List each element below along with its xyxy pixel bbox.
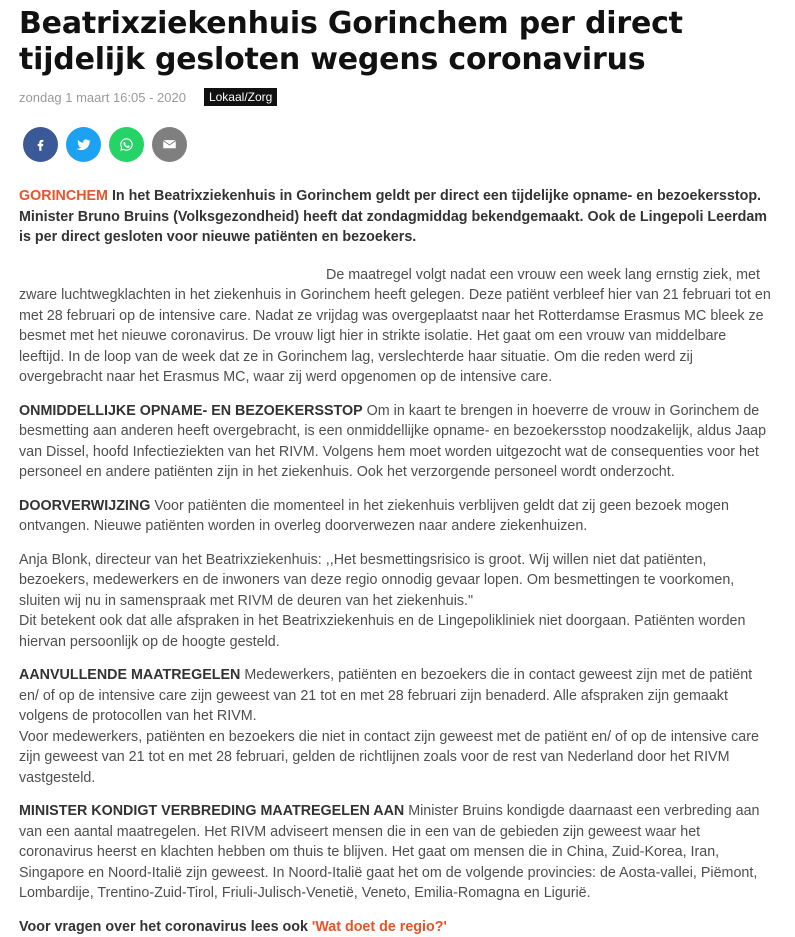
paragraph-6-text: Minister Bruins kondigde daarnaast een verbreding aan van een aantal maatregelen. Het RIVM adviseert mensen die in een van de gebieden zijn geweest waar het coronavirus heerst en klachten hebben om thuis te blijven. Het gaat om mensen die in China, Zuid-Korea, Iran, Singapore en Noord-Italië zijn geweest. In Noord-Italië gaat het om de volgende provincies: de Aosta-vallei, Piëmont, Lombardije, Trentino-Zuid-Tirol, Friuli-Julisch-Venetië, Veneto, Emilia-Romagna en Ligurië. — [19, 803, 760, 901]
share-bar — [23, 127, 771, 162]
paragraph-5b: Voor medewerkers, patiënten en bezoekers die niet in contact zijn geweest met de patiënt en/ of op de intensive care zijn geweest van 21 tot en met 28 februari, gelden de richtlijnen zoals voor de rest van Nederland door het RIVM vastgesteld. — [19, 727, 771, 789]
twitter-icon — [76, 137, 91, 152]
article-title: Beatrixziekenhuis Gorinchem per direct tijdelijk gesloten wegens coronavirus — [19, 6, 771, 78]
paragraph-5 — [19, 665, 771, 727]
paragraph-2-text: Om in kaart te brengen in hoeverre de vrouw in Gorinchem de besmetting aan anderen heeft overgebracht, is een onmiddellijke opname- en bezoekersstop noodzakelijk, aldus Jaap van Dissel, hoofd Infectieziekten van het RIVM. Volgens hem moet worden uitgezocht wat de consequenties voor het personeel en andere patiënten zijn in het ziekenhuis. Ook het verzorgende personeel wordt onderzocht. — [19, 403, 766, 481]
lead-text: In het Beatrixziekenhuis in Gorinchem geldt per direct een tijdelijke opname- en bezoekersstop. Minister Bruno Bruins (Volksgezondheid) heeft dat zondagmiddag bekendgemaakt. Ook de Lingepoli Leerdam is per direct gesloten voor nieuwe patiënten en bezoekers. — [19, 188, 767, 245]
paragraph-1: De maatregel volgt nadat een vrouw een week lang ernstig ziek, met zware luchtwegklachten in het ziekenhuis in Gorinchem heeft gelegen. Deze patiënt verbleef hier van 21 februari tot en met 28 februari op de intensive care. Nadat ze vrijdag was overgeplaatst naar het Rotterdamse Erasmus MC bleek ze besmet met het nieuwe coronavirus. De vrouw ligt hier in strikte isolatie. Het gaat om een vrouw van middelbare leeftijd. In de loop van de week dat ze in Gorinchem lag, verslechterde haar situatie. Om die reden werd zij overgebracht naar het Erasmus MC, waar zij werd opgenomen op de intensive care. — [19, 265, 771, 388]
share-email-button[interactable] — [152, 127, 187, 162]
share-facebook-button[interactable] — [23, 127, 58, 162]
quote-paragraph: Anja Blonk, directeur van het Beatrixziekenhuis: ,,Het besmettingsrisico is groot. Wij willen niet dat patiënten, bezoekers, medewerkers en de inwoners van deze regio onnodig gevaar lopen. Om besmettingen te voorkomen, sluiten wij nu in samenspraak met RIVM de deuren van het ziekenhuis." — [19, 550, 771, 612]
outro-paragraph — [19, 917, 771, 937]
paragraph-4b: Dit betekent ook dat alle afspraken in het Beatrixziekenhuis en de Lingepolikliniek niet doorgaan. Patiënten worden hiervan persoonlijk op de hoogte gesteld. — [19, 611, 771, 652]
paragraph-2 — [19, 401, 771, 483]
subheading-aanvullende-maatregelen: AANVULLENDE MAATREGELEN — [19, 667, 240, 683]
subheading-bezoekersstop: ONMIDDELLIJKE OPNAME- EN BEZOEKERSSTOP — [19, 403, 363, 419]
article-body — [19, 186, 771, 937]
subheading-minister: MINISTER KONDIGT VERBREDING MAATREGELEN AAN — [19, 803, 404, 819]
share-twitter-button[interactable] — [66, 127, 101, 162]
dateline: GORINCHEM — [19, 188, 108, 204]
whatsapp-icon — [119, 137, 134, 152]
wat-doet-de-regio-link[interactable]: 'Wat doet de regio?' — [312, 919, 447, 935]
share-whatsapp-button[interactable] — [109, 127, 144, 162]
paragraph-6 — [19, 801, 771, 904]
paragraph-5-text: Medewerkers, patiënten en bezoekers die in contact geweest zijn met de patiënt en/ of op de intensive care zijn geweest van 21 tot en met 28 februari zijn benaderd. Alle afspraken zijn gemaakt volgens de protocollen van het RIVM. — [19, 667, 752, 724]
paragraph-3-text: Voor patiënten die momenteel in het ziekenhuis verblijven geldt dat zij geen bezoek mogen ontvangen. Nieuwe patiënten worden in overleg doorverwezen naar andere ziekenhuizen. — [19, 498, 729, 535]
lead-paragraph — [19, 186, 771, 248]
outro-text: Voor vragen over het coronavirus lees ook — [19, 919, 312, 935]
category-badge[interactable]: Lokaal/Zorg — [204, 88, 277, 106]
publish-date: zondag 1 maart 16:05 - 2020 — [19, 90, 186, 105]
paragraph-3 — [19, 496, 771, 537]
article-meta — [19, 88, 771, 106]
article — [19, 6, 771, 937]
facebook-icon — [33, 137, 48, 152]
subheading-doorverwijzing: DOORVERWIJZING — [19, 498, 150, 514]
email-icon — [162, 137, 177, 152]
